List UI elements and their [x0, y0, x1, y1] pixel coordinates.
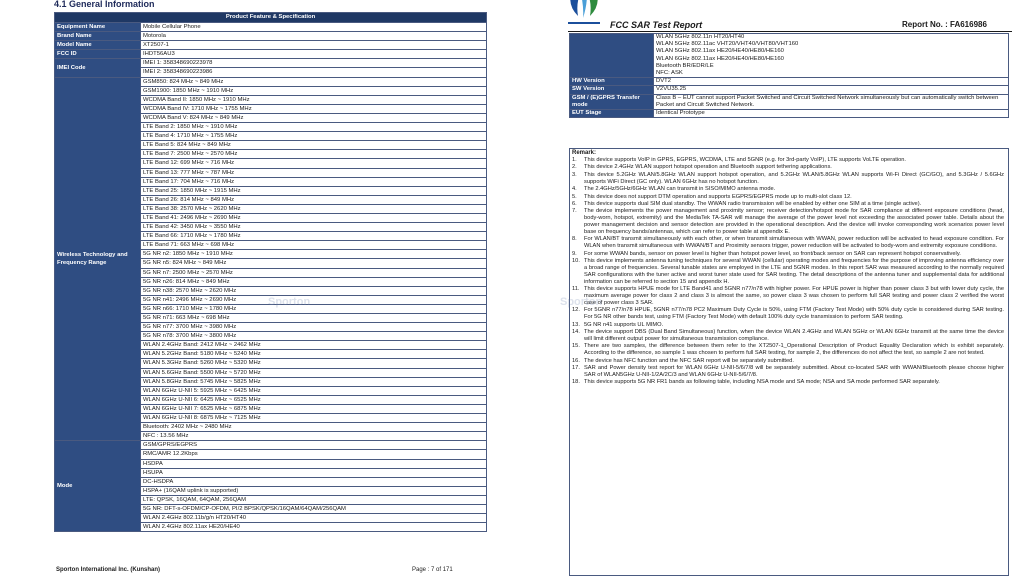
remark-text: There are two samples, the difference between them refer to the XT2507-1_Operational Description of Product Equality Declaration which is exhibit separately. According to the difference, so sample 1 was chosen to perform full SAR testing, for sample 2, the differences do not affect the test, so sample 2 are not tested. — [584, 343, 1004, 357]
table-row — [570, 86, 1009, 94]
table-row — [55, 77, 487, 86]
eut-spec-table — [569, 33, 1009, 118]
spec-value-line: WLAN 6GHz 802.11ax HE20/HE40/HE80/HE160 — [656, 55, 784, 62]
table-row — [55, 59, 487, 68]
spec-value-line: Identical Prototype — [656, 110, 705, 117]
table-row — [55, 23, 487, 32]
table-row — [570, 34, 1009, 78]
remark-text: The 2.4GHz/5GHz/6GHz WLAN can transmit in SISO/MIMO antenna mode. — [584, 186, 776, 193]
spec-value: 5G NR n71: 663 MHz ~ 698 MHz — [141, 314, 487, 323]
spec-value: WLAN 6GHz U-NII 5: 5925 MHz ~ 6425 MHz — [141, 386, 487, 395]
remark-number: 14. — [572, 328, 580, 335]
spec-key: SW Version — [570, 86, 654, 94]
remark-number: 8. — [572, 236, 577, 243]
spec-value: WCDMA Band II: 1850 MHz ~ 1910 MHz — [141, 95, 487, 104]
spec-key: Brand Name — [55, 32, 141, 41]
spec-key: FCC ID — [55, 50, 141, 59]
spec-value: 5G NR n2: 1850 MHz ~ 1910 MHz — [141, 250, 487, 259]
spec-value: HSDPA — [141, 459, 487, 468]
spec-value: 5G NR n78: 3700 MHz ~ 3800 MHz — [141, 332, 487, 341]
spec-value: WLAN 6GHz U-NII 7: 6525 MHz ~ 6875 MHz — [141, 404, 487, 413]
remark-number: 18. — [572, 379, 580, 386]
remark-item — [572, 164, 1004, 171]
spec-value: 5G NR: DFT-s-OFDM/CP-OFDM, PI/2 BPSK/QPSK/16QAM/64QAM/256QAM — [141, 504, 487, 513]
remark-number: 16. — [572, 357, 580, 364]
footer-company: Sporton International Inc. (Kunshan) — [56, 567, 160, 573]
table-header: Product Feature & Specification — [55, 13, 487, 23]
report-title: FCC SAR Test Report — [610, 20, 703, 30]
remark-item — [572, 236, 1004, 250]
spec-value: RMC/AMR 12.2Kbps — [141, 450, 487, 459]
table-row — [570, 110, 1009, 118]
spec-value: NFC : 13.56 MHz — [141, 432, 487, 441]
remark-text: The device support DBS (Dual Band Simultaneous) function, when the device WLAN 2.4GHz and WLAN 5GHz or WLAN 6GHz transmit at the same time the device will limit different output power for simultaneous transmission compliance. — [584, 328, 1004, 342]
remark-item — [572, 186, 1004, 193]
remark-text: This device 2.4GHz WLAN support hotspot operation and Bluetooth support tethering applications. — [584, 164, 832, 171]
spec-value: LTE Band 26: 814 MHz ~ 849 MHz — [141, 195, 487, 204]
section-title: 4.1 General Information — [54, 0, 155, 9]
spec-value: 5G NR n66: 1710 MHz ~ 1780 MHz — [141, 304, 487, 313]
spec-value: HSPA+ (16QAM uplink is supported) — [141, 486, 487, 495]
remark-item — [572, 307, 1004, 321]
spec-value — [654, 94, 1009, 109]
table-row — [570, 78, 1009, 86]
table-row — [55, 32, 487, 41]
spec-value: 5G NR n26: 814 MHz ~ 849 MHz — [141, 277, 487, 286]
spec-value: WLAN 6GHz U-NII 8: 6875 MHz ~ 7125 MHz — [141, 414, 487, 423]
spec-value: LTE Band 41: 2496 MHz ~ 2690 MHz — [141, 213, 487, 222]
remark-number: 17. — [572, 364, 580, 371]
right-page — [512, 0, 1024, 576]
spec-value: Bluetooth: 2402 MHz ~ 2480 MHz — [141, 423, 487, 432]
remark-text: 5G NR n41 supports UL MIMO. — [584, 321, 664, 328]
remark-item — [572, 365, 1004, 379]
spec-value: LTE Band 17: 704 MHz ~ 716 MHz — [141, 177, 487, 186]
remark-number: 7. — [572, 208, 577, 215]
spec-value: WCDMA Band V: 824 MHz ~ 849 MHz — [141, 113, 487, 122]
remark-text: This device implements antenna tuning techniques for several WWAN (cellular) operating modes and frequencies for the purpose of improving antenna efficiency over a broad range of frequencies. Several tunable states are employed in the LTE and 5GNR modes. In this report SAR was measured according to the normally required SAR configurations with the tuner active and worst tuner state used for SAR testing. The detail descriptions of the antenna tuner and supplemental data for additional information can be referred to section 15 and appendix H. — [584, 258, 1004, 285]
spec-value: GSM1900: 1850 MHz ~ 1910 MHz — [141, 86, 487, 95]
remark-number: 2. — [572, 164, 577, 171]
table-row — [55, 41, 487, 50]
remark-number: 13. — [572, 321, 580, 328]
remark-text: This device does not support DTM operation and supports EGPRS/EGPRS mode up to multi-slot class 12. — [584, 193, 852, 200]
spec-key: EUT Stage — [570, 110, 654, 118]
spec-key: IMEI Code — [55, 59, 141, 77]
spec-value: WLAN 5.6GHz Band: 5500 MHz ~ 5720 MHz — [141, 368, 487, 377]
spec-key: Mode — [55, 441, 141, 532]
remark-number: 1. — [572, 157, 577, 163]
spec-value: WLAN 2.4GHz Band: 2412 MHz ~ 2462 MHz — [141, 341, 487, 350]
remark-item — [572, 201, 1004, 208]
remark-text: This device supports VoIP in GPRS, EGPRS, WCDMA, LTE and 5GNR (e.g. for 3rd-party VoIP), LTE supports VoLTE operation. — [584, 157, 906, 163]
spec-value: IHDT56AU3 — [141, 50, 487, 59]
table-row — [55, 50, 487, 59]
remarks-section — [569, 148, 1009, 576]
remark-item — [572, 343, 1004, 357]
remark-text: For 5GNR n77/n78 HPUE, 5GNR n77/n78 PC2 Maximum Duty Cycle is 50%, using FTM (Factory Test Mode) with 50% duty cycle is considered during SAR testing. For 5G NR other bands test, using FTM (Factory Test Mode) with default 100% duty cycle transmission to perform SAR testing. — [584, 307, 1004, 321]
spec-value: WLAN 5.2GHz Band: 5180 MHz ~ 5240 MHz — [141, 350, 487, 359]
remark-number: 3. — [572, 171, 577, 178]
remark-text: SAR and Power density test report for WLAN 6GHz U-NII-5/6/7/8 will be separately submitted. About co-located SAR with WWAN/Bluetooth please choose higher SAR of WLAN5GHz U-NII-1/2A/2C/3 and WLAN 6GHz U-NII-5/6/7/8. — [584, 364, 1004, 378]
spec-key: Wireless Technology and Frequency Range — [55, 77, 141, 441]
remark-item — [572, 208, 1004, 235]
spec-value: LTE Band 66: 1710 MHz ~ 1780 MHz — [141, 232, 487, 241]
spec-value-line: WLAN 5GHz 802.11ax HE20/HE40/HE80/HE160 — [656, 48, 784, 55]
remark-number: 9. — [572, 250, 577, 257]
table-row — [55, 441, 487, 450]
spec-value: 5G NR n7: 2500 MHz ~ 2570 MHz — [141, 268, 487, 277]
remark-item — [572, 194, 1004, 201]
spec-value: 5G NR n77: 3700 MHz ~ 3980 MHz — [141, 323, 487, 332]
spec-key: GSM / (E)GPRS Transfer mode — [570, 94, 654, 109]
spec-value: LTE Band 12: 699 MHz ~ 716 MHz — [141, 159, 487, 168]
spec-value: Mobile Cellular Phone — [141, 23, 487, 32]
remarks-list — [572, 157, 1004, 387]
spec-value — [654, 110, 1009, 118]
spec-value: GSM850: 824 MHz ~ 849 MHz — [141, 77, 487, 86]
spec-value-line: DVT2 — [656, 78, 672, 85]
spec-value: Motorola — [141, 32, 487, 41]
remark-label: Remark: — [572, 150, 597, 156]
remark-number: 12. — [572, 307, 580, 314]
spec-value: GSM/GPRS/EGPRS — [141, 441, 487, 450]
remark-number: 11. — [572, 286, 580, 293]
spec-value: XT2507-1 — [141, 41, 487, 50]
spec-value: IMEI 2: 358348690223986 — [141, 68, 487, 77]
spec-value-line: NFC: ASK — [656, 70, 683, 77]
report-number: Report No. : FA616986 — [902, 20, 987, 29]
remark-text: The device implements the power management and proximity sensor; receiver detection/hotspot mode for SAR compliance at different exposure conditions (head, body-worn, hotspot, extremity) and the MediaTek TA-SAR will manage the average of the power level not exceeding the associated power table. Details about the power management decision and sensor detection are provided in the operational description. And the device will invoke corresponding work scenarios power level base on frequency bands/antennas, which can refer to power table at appendix E. — [584, 208, 1004, 235]
spec-key — [570, 34, 654, 78]
spec-value: WLAN 5.3GHz Band: 5260 MHz ~ 5320 MHz — [141, 359, 487, 368]
spec-value-line: V2VU35.25 — [656, 86, 687, 93]
watermark: Sporton — [560, 296, 603, 308]
table-row — [570, 94, 1009, 109]
spec-value: LTE Band 25: 1850 MHz ~ 1915 MHz — [141, 186, 487, 195]
spec-value — [654, 86, 1009, 94]
remark-item — [572, 172, 1004, 186]
spec-key: HW Version — [570, 78, 654, 86]
spec-value: LTE Band 5: 824 MHz ~ 849 MHz — [141, 141, 487, 150]
spec-value — [654, 78, 1009, 86]
spec-key: Equipment Name — [55, 23, 141, 32]
spec-value: LTE Band 42: 3450 MHz ~ 3550 MHz — [141, 223, 487, 232]
remark-number: 15. — [572, 343, 580, 350]
remark-item — [572, 358, 1004, 365]
footer-page-number: Page : 7 of 171 — [412, 567, 453, 573]
remark-item — [572, 157, 1004, 164]
remark-number: 5. — [572, 193, 577, 200]
remark-text: For some WWAN bands, sensor on power level is higher than hotspot power level, so front/back sensor on SAR can represent hotspot conservatively. — [584, 250, 961, 257]
spec-value: HSUPA — [141, 468, 487, 477]
spec-value-line: Class B – EUT cannot support Packet Switched and Circuit Switched Network simultaneously but can automatically switch between Packet and Circuit Switched Network. — [656, 94, 999, 108]
remark-text: This device 5.2GHz WLAN/5.8GHz WLAN support hotspot operation, and 5.2GHz WLAN/5.8GHz WLAN supports Wi-Fi Direct (GC/GO), and 5.3GHz / 5.6GHz supports WiFi Direct (GC only). WLAN 6GHz has no hotspot function. — [584, 171, 1004, 185]
remark-text: This device supports dual SIM dual standby. The WWAN radio transmission will be enabled by either one SIM at a time (single active). — [584, 201, 922, 208]
remark-number: 10. — [572, 258, 580, 265]
spec-value: WLAN 6GHz U-NII 6: 6425 MHz ~ 6525 MHz — [141, 395, 487, 404]
spec-key: Model Name — [55, 41, 141, 50]
spec-value — [654, 34, 1009, 78]
spec-value-line: WLAN 5GHz 802.11ac VHT20/VHT40/VHT80/VHT160 — [656, 41, 799, 48]
spec-value: WLAN 2.4GHz 802.11b/g/n HT20/HT40 — [141, 514, 487, 523]
header-rule — [568, 31, 1012, 32]
spec-value: LTE Band 7: 2500 MHz ~ 2570 MHz — [141, 150, 487, 159]
spec-value: 5G NR n38: 2570 MHz ~ 2620 MHz — [141, 286, 487, 295]
company-logo-icon — [562, 0, 606, 32]
spec-value: WLAN 5.8GHz Band: 5745 MHz ~ 5825 MHz — [141, 377, 487, 386]
remark-text: For WLAN/BT transmit simultaneously with each other, or when transmit simultaneous with WWAN, power reduction will be activated to head exposure condition. For WLAN when transmit simultaneous with WWAN/BT and Proximity sensors trigger, power reduction will be activated to body-worn and extremity exposure conditions. — [584, 236, 1004, 250]
remark-item — [572, 322, 1004, 329]
spec-value: LTE Band 4: 1710 MHz ~ 1755 MHz — [141, 132, 487, 141]
remark-text: This device supports HPUE mode for LTE Band41 and 5GNR n77/n78 with higher power. For HPUE power is higher than power class 3 but with lower duty cycle, the maximum average power for class 2 and class 3 is almost the same, so power class 3 was chosen to perform full SAR testing and power class 2 verified the worst case of power class 3 SAR. — [584, 286, 1004, 306]
spec-value: 5G NR n41: 2496 MHz ~ 2690 MHz — [141, 295, 487, 304]
remark-item — [572, 286, 1004, 307]
remark-text: This device supports 5G NR FR1 bands as following table, including NSA mode and SA mode; NSA and SA mode performed SAR separately. — [584, 379, 940, 386]
spec-value: LTE: QPSK, 16QAM, 64QAM, 256QAM — [141, 495, 487, 504]
remark-item — [572, 251, 1004, 258]
remark-item — [572, 379, 1004, 386]
remark-number: 6. — [572, 201, 577, 208]
spec-value: DC-HSDPA — [141, 477, 487, 486]
spec-value: LTE Band 13: 777 MHz ~ 787 MHz — [141, 168, 487, 177]
remark-number: 4. — [572, 186, 577, 193]
product-spec-table — [54, 12, 487, 532]
spec-value: WLAN 2.4GHz 802.11ax HE20/HE40 — [141, 523, 487, 532]
spec-value-line: Bluetooth BR/EDR/LE — [656, 62, 714, 69]
spec-value: WCDMA Band IV: 1710 MHz ~ 1755 MHz — [141, 104, 487, 113]
remark-text: The device has NFC function and the NFC SAR report will be separately submitted. — [584, 357, 794, 364]
spec-value-line: WLAN 5GHz 802.11n HT20/HT40 — [656, 34, 745, 40]
remark-item — [572, 258, 1004, 285]
spec-value: IMEI 1: 358348690223978 — [141, 59, 487, 68]
spec-value: LTE Band 2: 1850 MHz ~ 1910 MHz — [141, 123, 487, 132]
remark-item — [572, 329, 1004, 343]
spec-value: LTE Band 71: 663 MHz ~ 698 MHz — [141, 241, 487, 250]
spec-value: 5G NR n5: 824 MHz ~ 849 MHz — [141, 259, 487, 268]
spec-value: LTE Band 38: 2570 MHz ~ 2620 MHz — [141, 204, 487, 213]
watermark: Sporton — [268, 296, 311, 308]
